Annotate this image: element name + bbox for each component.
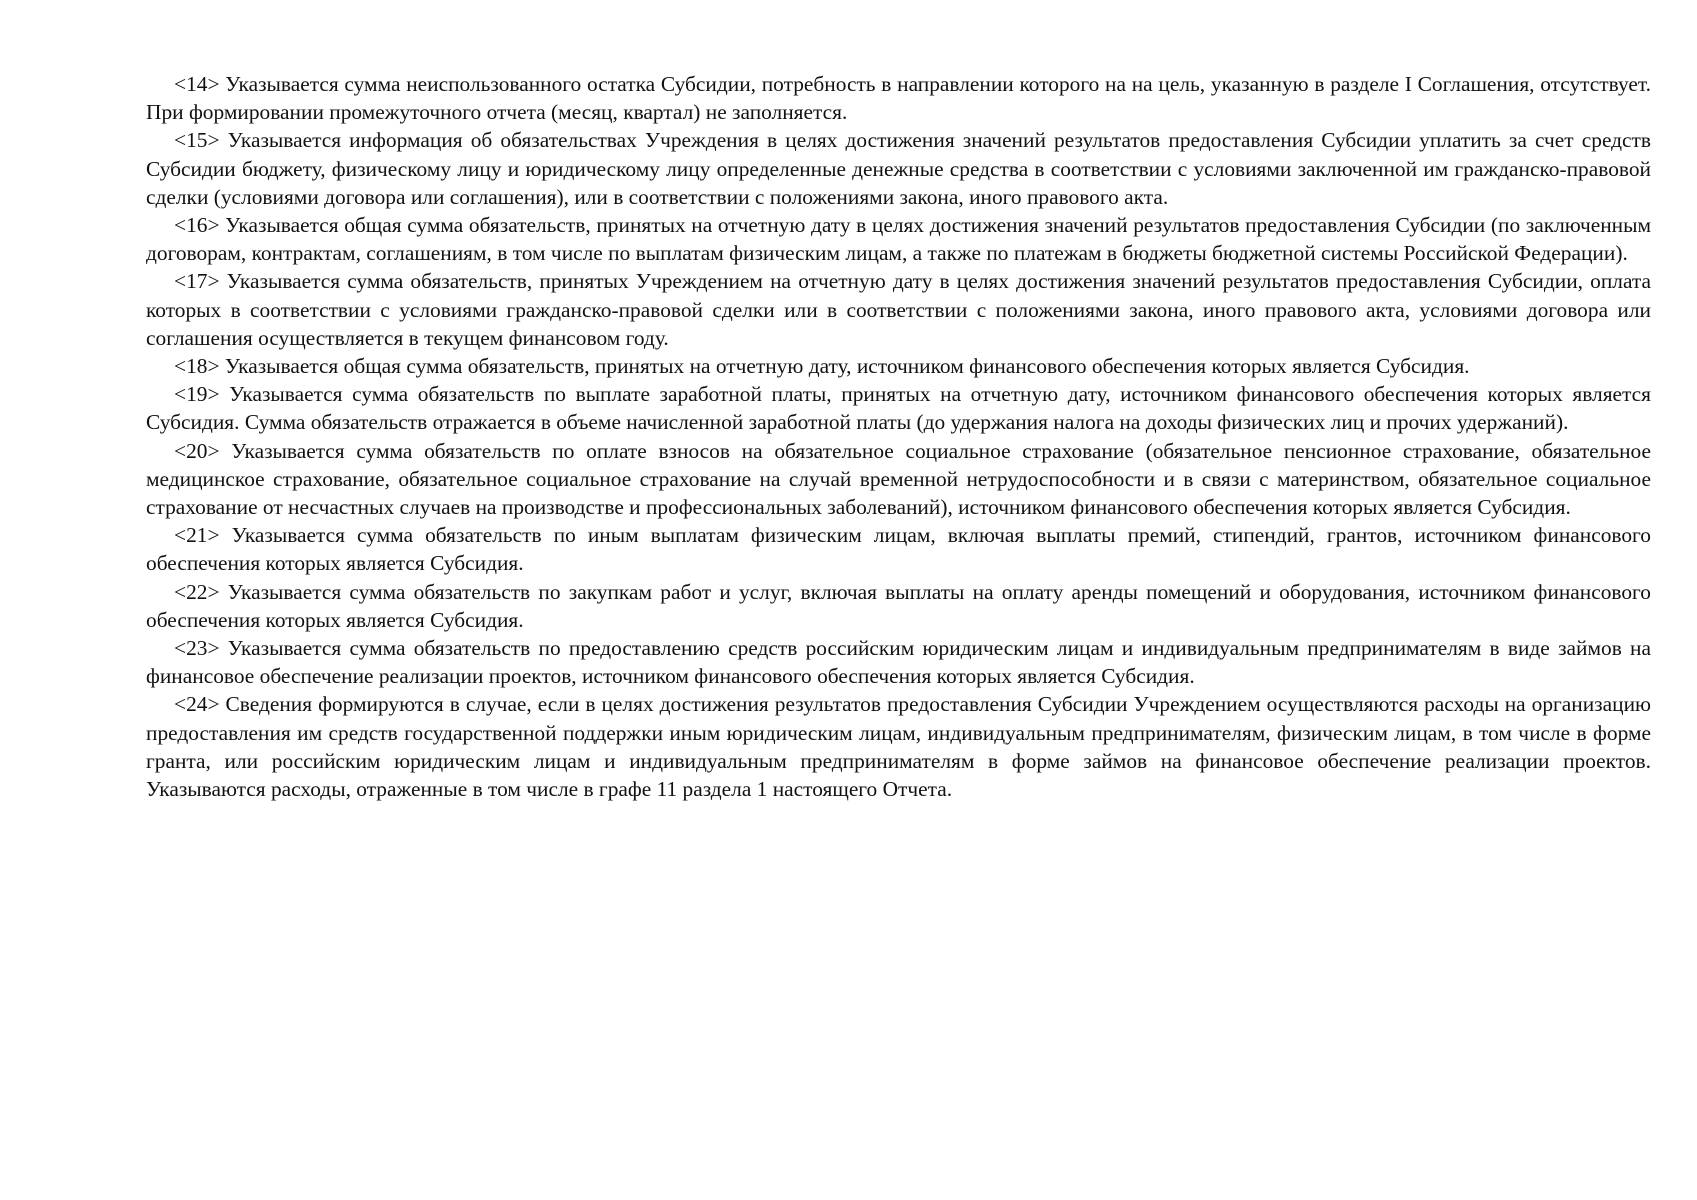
- footnote-20: [146, 437, 1651, 522]
- footnote-16: [146, 211, 1651, 267]
- footnote-marker: <21>: [174, 523, 220, 548]
- footnote-18: [146, 352, 1651, 380]
- footnote-text: Указывается общая сумма обязательств, принятых на отчетную дату в целях достижения значений результатов предоставления Субсидии (по заключенным договорам, контрактам, соглашениям, в том числе по выплатам физическим лицам, а также по платежам в бюджеты бюджетной системы Российской Федерации).: [146, 213, 1651, 266]
- footnote-text: Указывается информация об обязательствах Учреждения в целях достижения значений результатов предоставления Субсидии уплатить за счет средств Субсидии бюджету, физическому лицу и юридическому лицу определенные денежные средства в соответствии с условиями заключенной им гражданско-правовой сделки (условиями договора или соглашения), или в соответствии с положениями закона, иного правового акта.: [146, 128, 1651, 209]
- footnote-text: Указывается сумма неиспользованного остатка Субсидии, потребность в направлении которого на на цель, указанную в разделе I Соглашения, отсутствует. При формировании промежуточного отчета (месяц, квартал) не заполняется.: [146, 72, 1651, 125]
- footnote-24: [146, 690, 1651, 803]
- footnote-marker: <23>: [174, 636, 220, 661]
- footnote-19: [146, 380, 1651, 436]
- footnote-marker: <20>: [174, 438, 220, 463]
- document-page: [146, 70, 1651, 803]
- footnote-marker: <24>: [174, 692, 220, 717]
- footnote-15: [146, 126, 1651, 211]
- footnote-text: Указывается сумма обязательств, принятых Учреждением на отчетную дату в целях достижения значений результатов предоставления Субсидии, оплата которых в соответствии с условиями гражданско-правовой сделки или в соответствии с положениями закона, иного правового акта, условиями договора или соглашения осуществляется в текущем финансовом году.: [146, 269, 1651, 350]
- footnote-text: Сведения формируются в случае, если в целях достижения результатов предоставления Субсидии Учреждением осуществляются расходы на организацию предоставления им средств государственной поддержки иным юридическим лицам, индивидуальным предпринимателям, физическим лицам, в том числе в форме гранта, или российским юридическим лицам и индивидуальным предпринимателям в форме займов на финансовое обеспечение реализации проектов. Указываются расходы, отраженные в том числе в графе 11 раздела 1 настоящего Отчета.: [146, 692, 1651, 802]
- footnote-17: [146, 267, 1651, 352]
- footnote-marker: <15>: [174, 128, 220, 153]
- footnote-marker: <22>: [174, 579, 220, 604]
- footnote-marker: <16>: [174, 213, 220, 238]
- footnote-marker: <19>: [174, 382, 220, 407]
- footnote-marker: <14>: [174, 72, 220, 96]
- footnote-text: Указывается сумма обязательств по выплате заработной платы, принятых на отчетную дату, источником финансового обеспечения которых является Субсидия. Сумма обязательств отражается в объеме начисленной заработной платы (до удержания налога на доходы физических лиц и прочих удержаний).: [146, 382, 1651, 435]
- footnote-14: [146, 70, 1651, 126]
- footnote-text: Указывается общая сумма обязательств, принятых на отчетную дату, источником финансового обеспечения которых является Субсидия.: [219, 354, 1470, 379]
- footnote-marker: <17>: [174, 269, 220, 294]
- footnote-text: Указывается сумма обязательств по иным выплатам физическим лицам, включая выплаты премий, стипендий, грантов, источником финансового обеспечения которых является Субсидия.: [146, 523, 1651, 576]
- footnote-22: [146, 578, 1651, 634]
- footnote-text: Указывается сумма обязательств по оплате взносов на обязательное социальное страхование (обязательное пенсионное страхование, обязательное медицинское страхование, обязательное социальное страхование на случай временной нетрудоспособности и в связи с материнством, обязательное социальное страхование от несчастных случаев на производстве и профессиональных заболеваний), источником финансового обеспечения которых является Субсидия.: [146, 438, 1651, 520]
- footnote-23: [146, 634, 1651, 690]
- footnote-text: Указывается сумма обязательств по предоставлению средств российским юридическим лицам и индивидуальным предпринимателям в виде займов на финансовое обеспечение реализации проектов, источником финансового обеспечения которых является Субсидия.: [146, 636, 1651, 689]
- footnote-21: [146, 521, 1651, 577]
- footnote-text: Указывается сумма обязательств по закупкам работ и услуг, включая выплаты на оплату аренды помещений и оборудования, источником финансового обеспечения которых является Субсидия.: [146, 579, 1651, 632]
- footnote-marker: <18>: [174, 354, 220, 379]
